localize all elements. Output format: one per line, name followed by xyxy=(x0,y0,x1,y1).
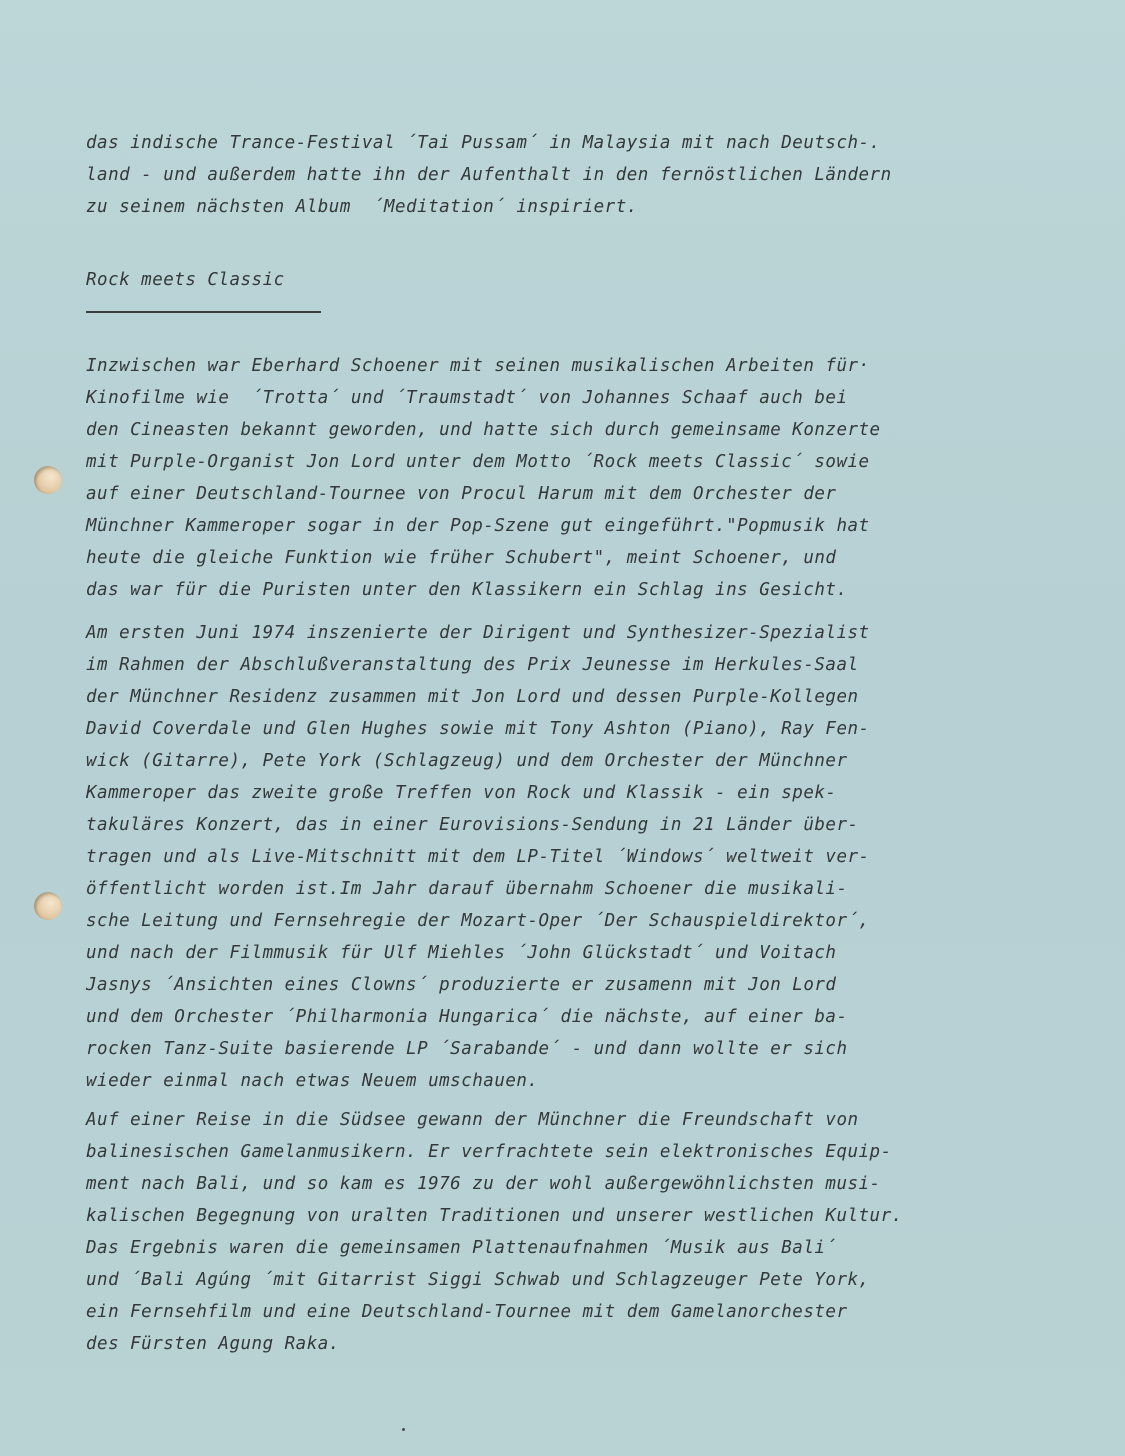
punch-hole-upper xyxy=(34,466,62,494)
punch-hole-lower xyxy=(34,892,62,920)
paragraph-suedsee: Auf einer Reise in die Südsee gewann der Münchner die Freundschaft von balinesischen Gamelanmusikern. Er verfrachtete sein elektronisches Equip- ment nach Bali, und so kam es 1976 zu der wohl außergewöhnlichsten musi- kalischen Begegnung von uralten Traditionen und unserer westlichen Kultur. Das Ergebnis waren die gemeinsamen Plattenaufnahmen ´Musik aus Bali´ und ´Bali Agúng ´mit Gitarrist Siggi Schwab und Schlagzeuger Pete York, ein Fernsehfilm und eine Deutschland-Tournee mit dem Gamelanorchester des Fürsten Agung Raka. xyxy=(86,1110,903,1354)
paragraph-juni-1974: Am ersten Juni 1974 inszenierte der Dirigent und Synthesizer-Spezialist im Rahmen der Abschlußveranstaltung des Prix Jeunesse im Herkules-Saal der Münchner Residenz zusammen mit Jon Lord und dessen Purple-Kollegen David Coverdale und Glen Hughes sowie mit Tony Ashton (Piano), Ray Fen- wick (Gitarre), Pete York (Schlagzeug) und dem Orchester der Münchner Kammeroper das zweite große Treffen von Rock und Klassik - ein spek- takuläres Konzert, das in einer Eurovisions-Sendung in 21 Länder über- tragen und als Live-Mitschnitt mit dem LP-Titel ´Windows´ weltweit ver- öffentlicht worden ist.Im Jahr darauf übernahm Schoener die musikali- sche Leitung und Fernsehregie der Mozart-Oper ´Der Schauspieldirektor´, und nach der Filmmusik für Ulf Miehles ´John Glückstadt´ und Voitach Jasnys ´Ansichten eines Clowns´ produzierte er zusamenn mit Jon Lord und dem Orchester ´Philharmonia Hungarica´ die nächste, auf einer ba- rocken Tanz-Suite basierende LP ´Sarabande´ - und dann wollte er sich wieder einmal nach etwas Neuem umschauen. xyxy=(86,623,870,1091)
paragraph-trance-festival: das indische Trance-Festival ´Tai Pussam´ in Malaysia mit nach Deutsch-. land - und außerdem hatte ihn der Aufenthalt in den fernöstlichen Ländern zu seinem nächsten Album ´Meditation´ inspiriert. xyxy=(86,133,892,217)
ink-speck xyxy=(402,1428,405,1431)
section-heading: Rock meets Classic xyxy=(86,270,285,290)
heading-underline xyxy=(86,311,321,313)
paragraph-kinofilme: Inzwischen war Eberhard Schoener mit seinen musikalischen Arbeiten für· Kinofilme wie ´Trotta´ und ´Traumstadt´ von Johannes Schaaf auch bei den Cineasten bekannt geworden, und hatte sich durch gemeinsame Konzerte mit Purple-Organist Jon Lord unter dem Motto ´Rock meets Classic´ sowie auf einer Deutschland-Tournee von Procul Harum mit dem Orchester der Münchner Kammeroper sogar in der Pop-Szene gut eingeführt."Popmusik hat heute die gleiche Funktion wie früher Schubert", meint Schoener, und das war für die Puristen unter den Klassikern ein Schlag ins Gesicht. xyxy=(86,356,881,600)
